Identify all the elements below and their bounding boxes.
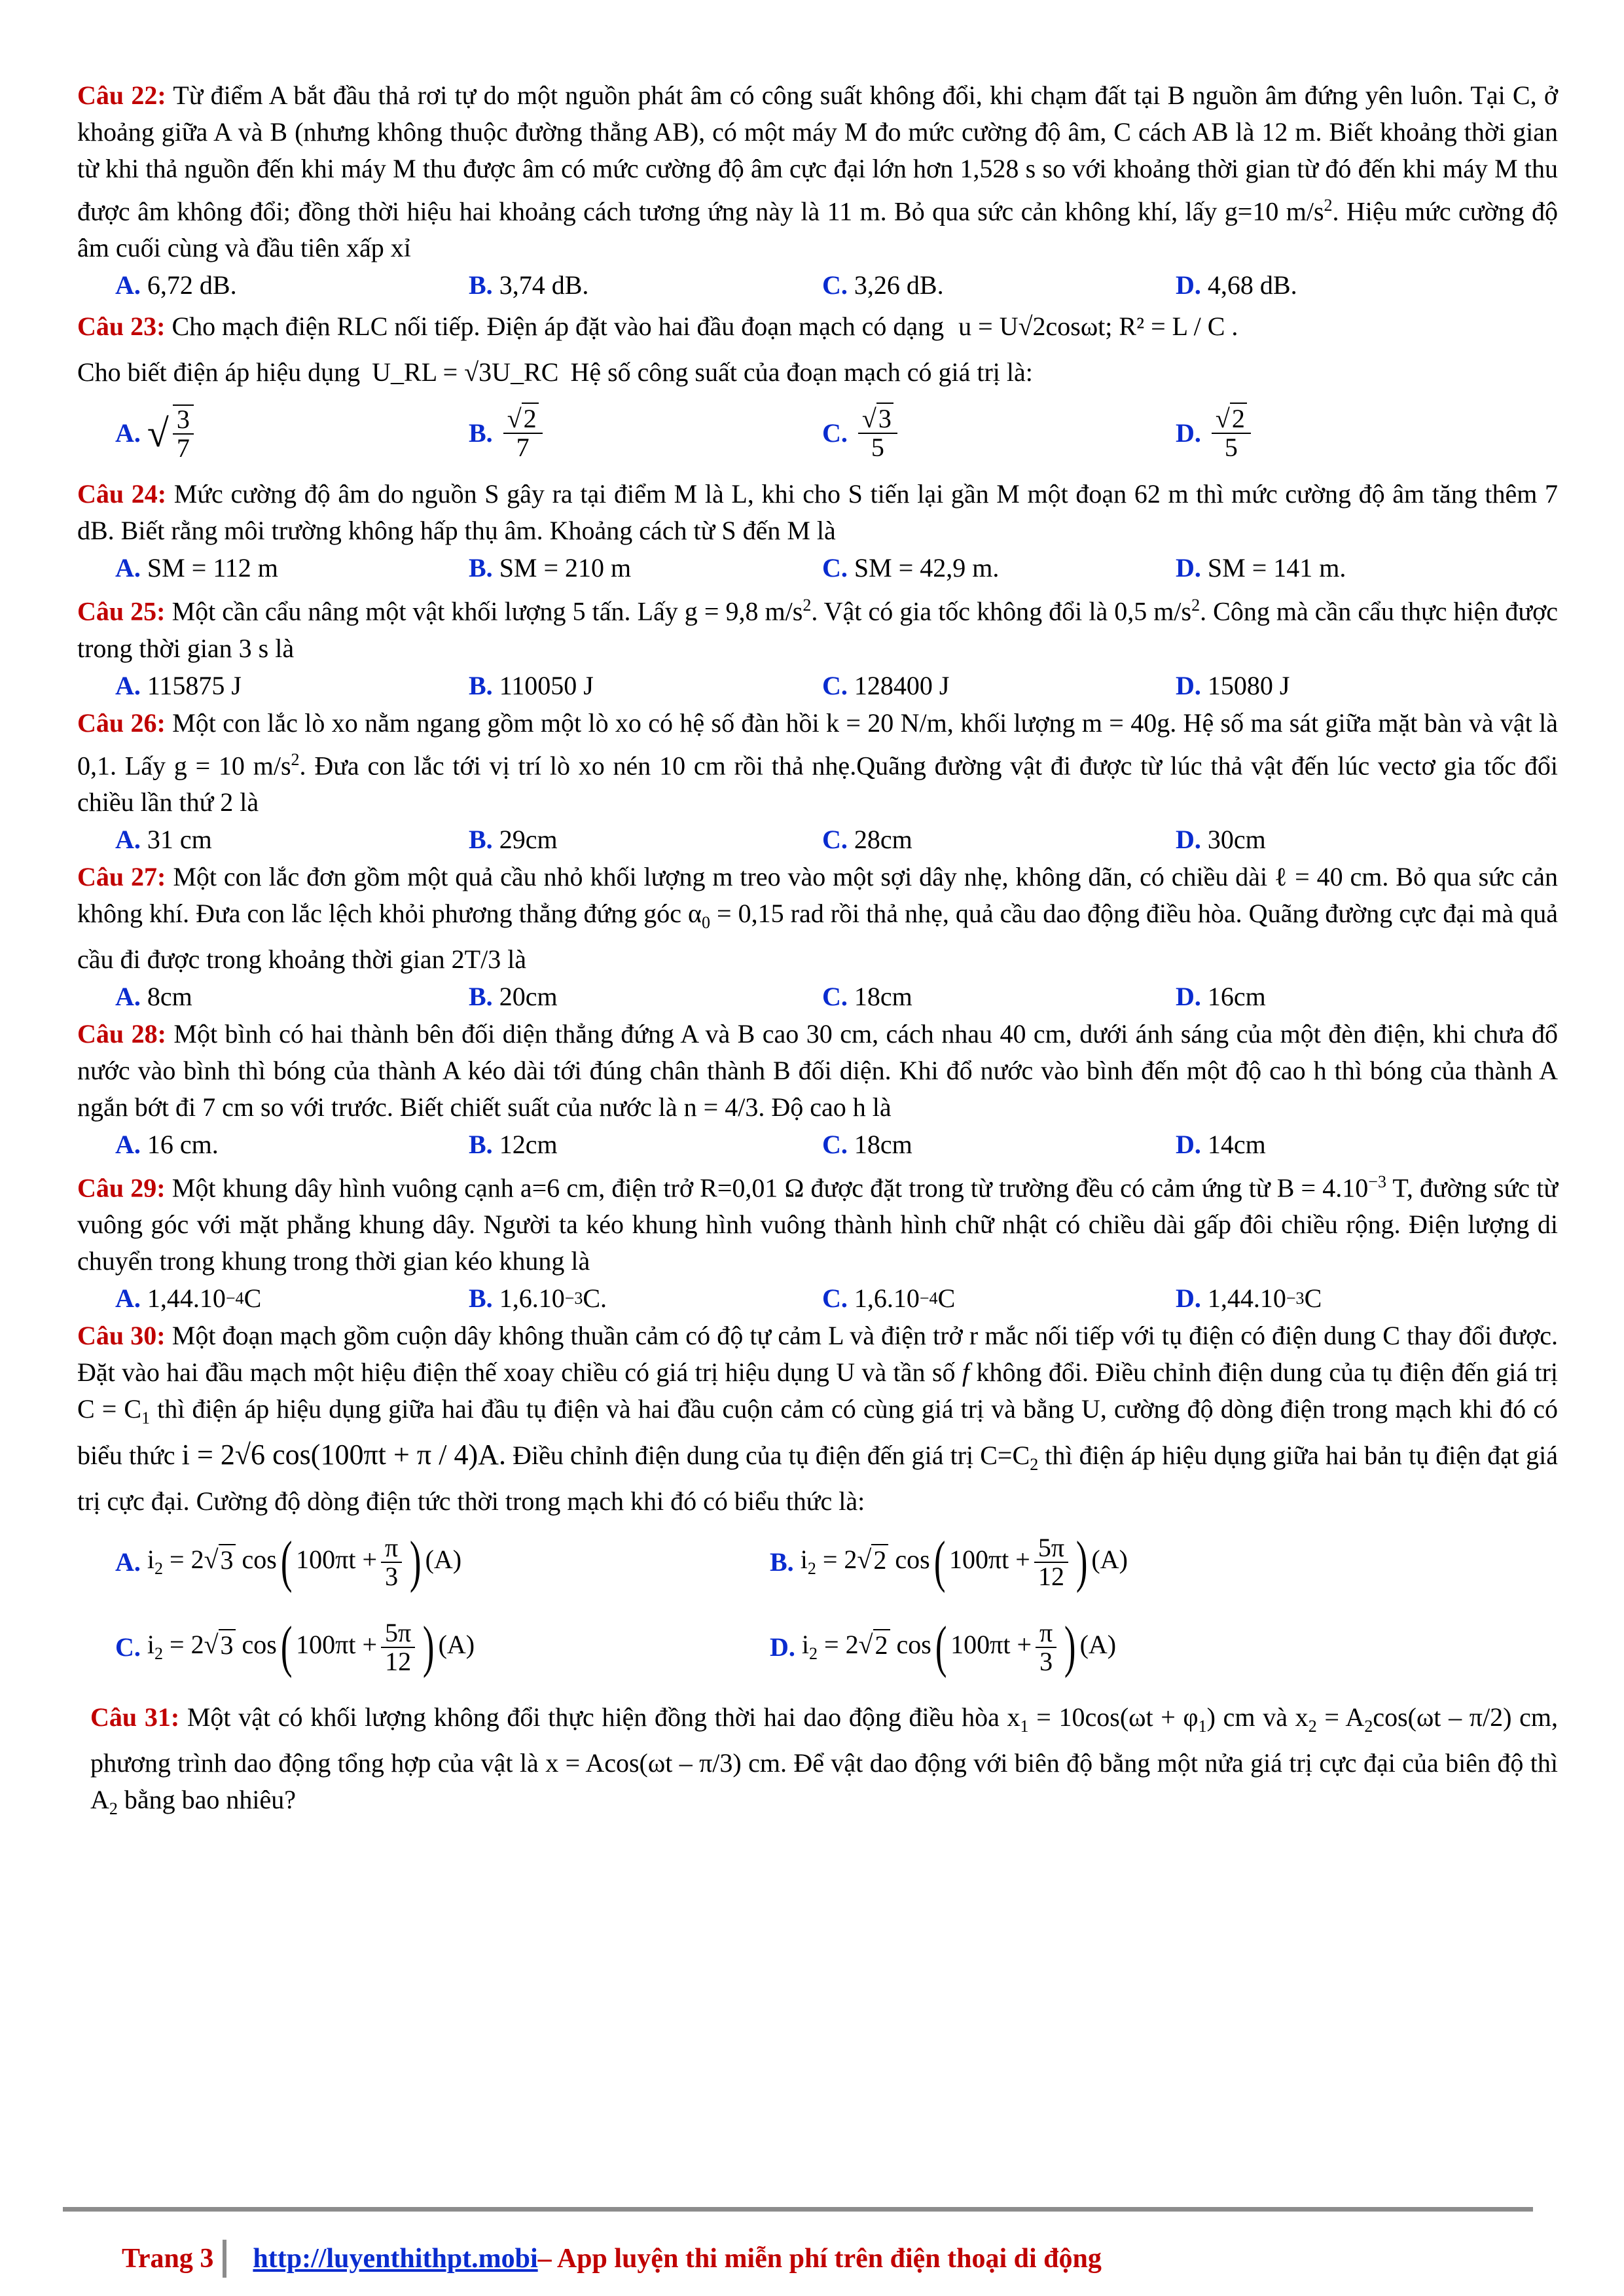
formula-current: i = 2√6 cos(100πt + π / 4)A.: [181, 1439, 506, 1471]
answer-d[interactable]: D. 30cm: [1176, 824, 1266, 854]
answer-b[interactable]: B. $i_2 = 2√2$ cos( 100πt + $\frac{5\pi}{12}$ ) (A): [770, 1530, 1128, 1594]
answer-d[interactable]: D. SM = 141 m.: [1176, 553, 1346, 583]
answer-c[interactable]: C. 128400 J: [822, 670, 950, 700]
question-label: Câu 26:: [77, 708, 166, 738]
answer-d[interactable]: D. $i_2 = 2√2$ cos( 100πt + $\frac{\pi}{3}$ ) (A): [770, 1615, 1117, 1679]
question-31: Câu 31: Một vật có khối lượng không đổi thực hiện đồng thời hai dao động điều hòa $x_1 = 10\cos(\omega t + \varphi_1)$ cm và $x_2 = A_2\cos(\omega t - \pi/2)$ cm, phương trình dao động tổng hợp của vật là x = Acos(ωt – π/3) cm. Để vật dao động với biên độ bằng một nửa giá trị cực đại của biên độ thì $A_2$ bằng bao nhiêu?: [90, 1702, 1559, 1819]
sqrt-icon: √: [147, 412, 169, 456]
answer-d[interactable]: D. 1,44.10 −3 C: [1176, 1283, 1322, 1314]
question-25: Câu 25: Một cần cẩu nâng một vật khối lượng 5 tấn. Lấy g = 9,8 $m/s^2$. Vật có gia tốc không đổi là 0,5 $m/s^2$. Công mà cần cẩu thực hiện được trong thời gian 3 s là: [77, 596, 1559, 663]
answer-a[interactable]: A. 115875 J: [115, 670, 242, 700]
question-26: Câu 26: Một con lắc lò xo nằm ngang gồm một lò xo có hệ số đàn hồi k = 20 N/m, khối lượng m = 40g. Hệ số ma sát giữa mặt bàn và vật là 0,1. Lấy g = 10 $m/s^2$. Đưa con lắc tới vị trí lò xo nén 10 cm rồi thả nhẹ.Quãng đường vật đi được từ lúc thả vật đến lúc vectơ gia tốc đổi chiều lần thứ 2 là: [77, 708, 1559, 817]
answer-row: [77, 1520, 1558, 1605]
question-label: Câu 28:: [77, 1018, 166, 1049]
answer-row: [77, 1126, 1558, 1164]
question-23-line2: Cho biết điện áp hiệu dụng U_RL = √3U_RC Hệ số công suất của đoạn mạch có giá trị là:: [77, 357, 1033, 387]
answer-b[interactable]: B. 3,74 dB.: [469, 270, 589, 300]
answer-a[interactable]: A. $i_2 = 2√3$ cos( 100πt + $\frac{\pi}{3}$ ) (A): [115, 1530, 462, 1594]
answer-b[interactable]: B. SM = 210 m: [469, 553, 632, 583]
exam-page: [77, 77, 1558, 1827]
answer-row: [77, 667, 1558, 705]
answer-c[interactable]: C. $\frac{√3}{5}$: [822, 405, 1176, 461]
answer-a[interactable]: A. SM = 112 m: [115, 553, 278, 583]
footer-tagline: – App luyện thi miễn phí trên điện thoại di động: [537, 2244, 1102, 2274]
answer-c[interactable]: C. 3,26 dB.: [822, 270, 944, 300]
question-27: Câu 27: Một con lắc đơn gồm một quả cầu nhỏ khối lượng m treo vào một sợi dây nhẹ, không dãn, có chiều dài ℓ = 40 cm. Bỏ qua sức cản không khí. Đưa con lắc lệch khỏi phương thẳng đứng góc $\alpha_0 = 0,15$ rad rồi thả nhẹ, quả cầu dao động điều hòa. Quãng đường cực đại mà quả cầu đi được trong khoảng thời gian 2T/3 là: [77, 861, 1559, 974]
answer-d[interactable]: D. 16cm: [1176, 981, 1266, 1011]
page-footer: [122, 2240, 1102, 2278]
answer-b[interactable]: B. 20cm: [469, 981, 558, 1011]
answer-row: [77, 395, 1558, 472]
question-label: Câu 22:: [77, 81, 166, 110]
answer-a[interactable]: A. 16 cm.: [115, 1129, 219, 1159]
question-24: Câu 24: Mức cường độ âm do nguồn S gây ra tại điểm M là L, khi cho S tiến lại gần M một đoạn 62 m thì mức cường độ âm tăng thêm 7 dB. Biết rằng môi trường không hấp thụ âm. Khoảng cách từ S đến M là: [77, 479, 1559, 546]
answer-d[interactable]: D. $\frac{√2}{5}$: [1176, 405, 1255, 461]
answer-row: [77, 821, 1558, 859]
answer-b[interactable]: B. 1,6.10 −3 C.: [469, 1283, 607, 1314]
formula-urlc: U_RL = √3U_RC: [372, 357, 559, 387]
question-label: Câu 29:: [77, 1173, 166, 1203]
question-label: Câu 31:: [90, 1702, 180, 1732]
question-28: Câu 28: Một bình có hai thành bên đối diện thẳng đứng A và B cao 30 cm, cách nhau 40 cm, dưới ánh sáng của một đèn điện, khi chưa đổ nước vào bình thì bóng của thành A kéo dài tới đúng chân thành B đối diện. Khi đổ nước vào bình đến một độ cao h thì bóng của thành A ngắn bớt đi 7 cm so với trước. Biết chiết suất của nước là n = 4/3. Độ cao h là: [77, 1018, 1559, 1122]
question-label: Câu 23:: [77, 312, 166, 342]
question-30: Câu 30: Một đoạn mạch gồm cuộn dây không thuần cảm có độ tự cảm L và điện trở r mắc nối tiếp với tụ điện có điện dung C thay đổi được. Đặt vào hai đầu mạch một hiệu điện thế xoay chiều có giá trị hiệu dụng U và tần số f không đổi. Điều chỉnh điện dung của tụ điện đến giá trị $C = C_1$ thì điện áp hiệu dụng giữa hai đầu tụ điện và hai đầu cuộn cảm có cùng giá trị và bằng U, cường độ dòng điện trong mạch khi đó có biểu thức i = 2√6 cos(100πt + π / 4)A. Điều chỉnh điện dung của tụ điện đến giá trị $C=C_2$ thì điện áp hiệu dụng giữa hai bản tụ điện đạt giá trị cực đại. Cường độ dòng điện tức thời trong mạch khi đó có biểu thức là:: [77, 1321, 1559, 1516]
answer-c[interactable]: C. $i_2 = 2√3$ cos( 100πt + $\frac{5\pi}{12}$ ) (A): [115, 1615, 475, 1679]
answer-b[interactable]: B. $\frac{√2}{7}$: [469, 405, 822, 461]
question-text: Từ điểm A bắt đầu thả rơi tự do một nguồn phát âm có công suất không đổi, khi chạm đất tại B nguồn âm đứng yên luôn. Tại C, ở khoảng giữa A và B (nhưng không thuộc đường thẳng AB), có một máy M đo mức cường độ âm, C cách AB là 12 m. Biết khoảng thời gian từ khi thả nguồn đến khi máy M thu được âm có mức cường độ âm cực đại lớn hơn 1,528 s so với khoảng thời gian từ đó đến khi máy M thu được âm không đổi; đồng thời hiệu hai khoảng cách tương ứng này là 11 m. Bỏ qua sức cản không khí, lấy g=10 m/s: [77, 81, 1559, 226]
answer-c[interactable]: C. 28cm: [822, 824, 912, 854]
answer-row: [77, 978, 1558, 1016]
answer-a[interactable]: A. √ $\frac{3}{7}$: [115, 404, 469, 462]
answer-c[interactable]: C. SM = 42,9 m.: [822, 553, 1000, 583]
question-29: Câu 29: Một khung dây hình vuông cạnh a=6 cm, điện trở R=0,01 Ω được đặt trong từ trường đều có cảm ứng từ $B = 4.10^{-3}$ T, đường sức từ vuông góc với mặt phẳng khung dây. Người ta kéo khung hình vuông thành hình chữ nhật có chiều dài gấp đôi chiều rộng. Điện lượng di chuyển trong khung trong thời gian kéo khung là: [77, 1172, 1559, 1276]
footer-divider: [63, 2207, 1533, 2212]
formula-voltage: u = U√2cosωt; R² = L / C .: [958, 312, 1238, 342]
page-number: Trang 3: [122, 2244, 214, 2274]
answer-a[interactable]: A. 6,72 dB.: [115, 270, 237, 300]
answer-row: [77, 266, 1558, 304]
answer-a[interactable]: A. 31 cm: [115, 824, 212, 854]
question-23: Câu 23: Cho mạch điện RLC nối tiếp. Điện áp đặt vào hai đầu đoạn mạch có dạng u = U√2cosωt; R² = L / C .: [77, 312, 1238, 342]
question-label: Câu 27:: [77, 861, 166, 891]
answer-a[interactable]: A. 8cm: [115, 981, 192, 1011]
question-label: Câu 24:: [77, 479, 167, 509]
answer-b[interactable]: B. 12cm: [469, 1129, 558, 1159]
answer-d[interactable]: D. 14cm: [1176, 1129, 1266, 1159]
answer-c[interactable]: C. 1,6.10 −4 C: [822, 1283, 956, 1314]
question-label: Câu 25:: [77, 596, 166, 626]
footer-separator: [223, 2240, 226, 2278]
answer-d[interactable]: D. 4,68 dB.: [1176, 270, 1297, 300]
answer-c[interactable]: C. 18cm: [822, 1129, 912, 1159]
answer-a[interactable]: A. 1,44.10 −4 C: [115, 1283, 262, 1314]
question-22: Câu 22: Từ điểm A bắt đầu thả rơi tự do một nguồn phát âm có công suất không đổi, khi chạm đất tại B nguồn âm đứng yên luôn. Tại C, ở khoảng giữa A và B (nhưng không thuộc đường thẳng AB), có một máy M đo mức cường độ âm, C cách AB là 12 m. Biết khoảng thời gian từ khi thả nguồn đến khi máy M thu được âm có mức cường độ âm cực đại lớn hơn 1,528 s so với khoảng thời gian từ đó đến khi máy M thu được âm không đổi; đồng thời hiệu hai khoảng cách tương ứng này là 11 m. Bỏ qua sức cản không khí, lấy g=10 $m/s^2$. Hiệu mức cường độ âm cuối cùng và đầu tiên xấp xỉ: [77, 81, 1559, 263]
answer-b[interactable]: B. 110050 J: [469, 670, 594, 700]
answer-d[interactable]: D. 15080 J: [1176, 670, 1290, 700]
answer-c[interactable]: C. 18cm: [822, 981, 912, 1011]
footer-link[interactable]: http://luyenthithpt.mobi: [253, 2244, 538, 2274]
answer-row: [77, 1605, 1558, 1690]
answer-row: [77, 549, 1558, 587]
answer-row: [77, 1280, 1558, 1318]
answer-b[interactable]: B. 29cm: [469, 824, 558, 854]
question-label: Câu 30:: [77, 1321, 166, 1351]
